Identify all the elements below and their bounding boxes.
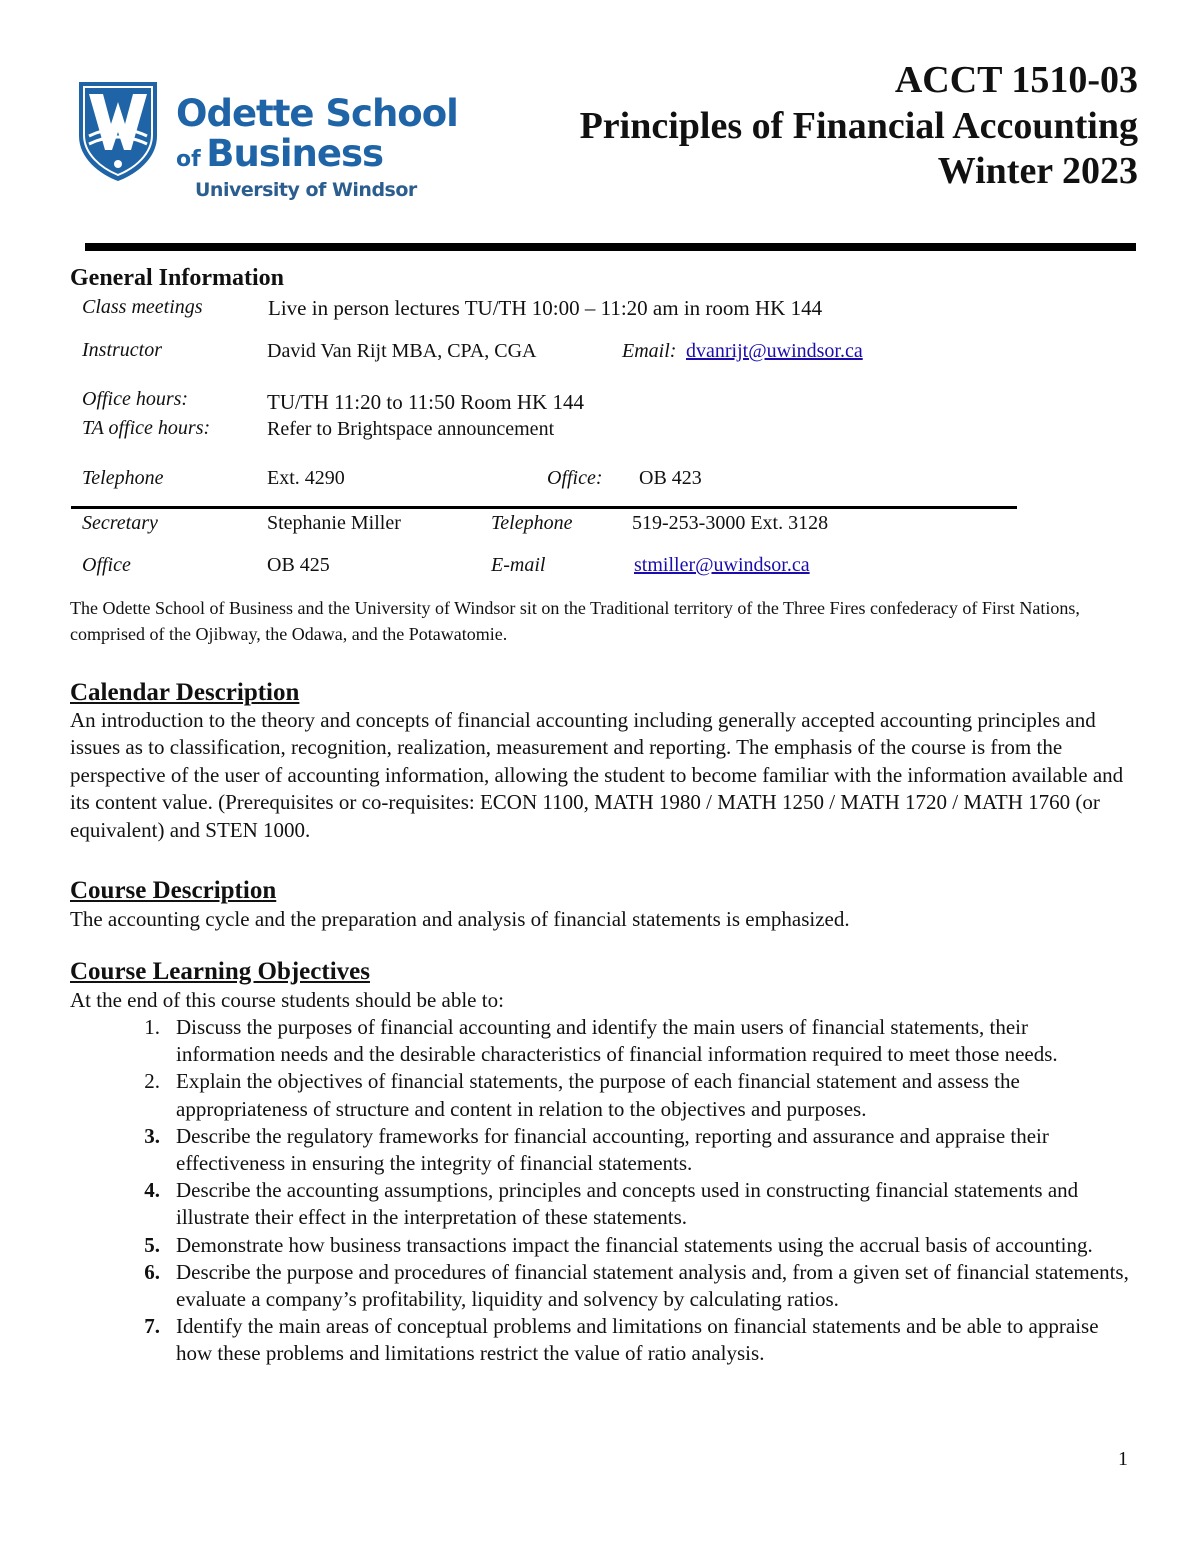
course-title: Principles of Financial Accounting [579, 105, 1138, 147]
secretary-office-value: OB 425 [267, 554, 330, 576]
instructor-label: Instructor [82, 339, 162, 361]
ta-office-hours-label: TA office hours: [82, 417, 211, 439]
office-hours-label: Office hours: [82, 388, 189, 410]
ta-office-hours-value: Refer to Brightspace announcement [267, 418, 555, 440]
university-shield-icon [75, 78, 161, 183]
objective-text: Describe the purpose and procedures of financial statement analysis and, from a given set of financial statements, evaluate a company’s profitability, liquidity and solvency by calculating ratios. [176, 1259, 1129, 1312]
objective-text: Describe the accounting assumptions, principles and concepts used in constructing financial statements and illustrate their effect in the interpretation of these statements. [176, 1178, 1079, 1230]
objective-number: 2. [144, 1069, 160, 1094]
objective-number: 3. [144, 1123, 160, 1148]
objective-item [70, 1313, 1132, 1367]
office-value: OB 423 [639, 467, 702, 489]
objective-number: 1. [144, 1015, 160, 1039]
objective-item [70, 1259, 1132, 1313]
course-code: ACCT 1510-03 [894, 59, 1138, 101]
logo-text-business-word: Business [206, 132, 383, 175]
instructor-email-link[interactable]: dvanrijt@uwindsor.ca [686, 340, 863, 362]
objective-text: Demonstrate how business transactions impact the financial statements using the accrual basis of accounting. [176, 1232, 1093, 1257]
land-acknowledgement: The Odette School of Business and the University of Windsor sit on the Traditional territory of the Three Fires confederacy of First Nations, comprised of the Ojibway, the Odawa, and the Potawatomie. [70, 598, 1080, 644]
odette-logo [75, 78, 458, 208]
objective-text: Explain the objectives of financial statements, the purpose of each financial statement and assess the appropriateness of structure and content in relation to the objectives and purposes. [176, 1069, 1020, 1121]
course-description-text: The accounting cycle and the preparation and analysis of financial statements is emphasized. [70, 907, 850, 931]
objective-item [70, 1068, 1132, 1122]
course-description-heading: Course Description [70, 877, 277, 904]
secretary-office-label: Office [82, 554, 131, 576]
secretary-divider [71, 506, 1017, 509]
class-meetings-label: Class meetings [82, 296, 203, 318]
secretary-email-label: E-mail [491, 554, 546, 576]
logo-text-business [176, 132, 383, 175]
class-meetings-value: Live in person lectures TU/TH 10:00 – 11:20 am in room HK 144 [268, 296, 823, 320]
calendar-description-text: An introduction to the theory and concepts of financial accounting including generally accepted accounting principles and issues as to classification, recognition, realization, measurement and reporting. The emphasis of the course is from the perspective of the user of accounting information, allowing the student to become familiar with the information available and its content value. (Prerequisites or co-requisites: ECON 1100, MATH 1980 / MATH 1250 / MATH 1720 / MATH 1760 (or equivalent) and STEN 1000. [70, 708, 1124, 842]
course-term: Winter 2023 [937, 150, 1138, 192]
objective-number: 5. [144, 1232, 160, 1257]
objective-text: Discuss the purposes of financial accounting and identify the main users of financial statements, their information needs and the desirable characteristics of financial information required to meet those needs. [176, 1015, 1058, 1067]
instructor-value: David Van Rijt MBA, CPA, CGA [267, 340, 537, 362]
office-label: Office: [547, 467, 603, 489]
objective-number: 4. [144, 1178, 160, 1203]
objective-item [70, 1177, 1132, 1231]
header-divider [85, 243, 1136, 251]
objective-text: Identify the main areas of conceptual problems and limitations on financial statements and be able to appraise how these problems and limitations restrict the value of ratio analysis. [176, 1314, 1099, 1366]
logo-text-odette: Odette School [176, 92, 458, 135]
page-number: 1 [1118, 1448, 1128, 1470]
calendar-description-heading: Calendar Description [70, 679, 300, 706]
telephone-value: Ext. 4290 [267, 467, 345, 489]
telephone-label: Telephone [82, 467, 164, 489]
objective-text: Describe the regulatory frameworks for financial accounting, reporting and assurance and appraise their effectiveness in ensuring the integrity of financial statements. [176, 1123, 1049, 1176]
logo-text-university: University of Windsor [195, 179, 417, 201]
email-label: Email: [622, 340, 677, 362]
logo-text-of: of [176, 147, 201, 172]
office-hours-value: TU/TH 11:20 to 11:50 Room HK 144 [267, 390, 584, 414]
secretary-telephone-label: Telephone [491, 512, 573, 534]
learning-objectives-intro: At the end of this course students should be able to: [70, 988, 504, 1012]
learning-objectives-heading: Course Learning Objectives [70, 958, 370, 985]
objective-item [70, 1014, 1132, 1068]
secretary-email-link[interactable]: stmiller@uwindsor.ca [634, 554, 810, 576]
learning-objectives-list [70, 1014, 1132, 1368]
secretary-value: Stephanie Miller [267, 512, 401, 534]
objective-number: 7. [144, 1314, 160, 1339]
objective-item [70, 1123, 1132, 1177]
objective-number: 6. [144, 1259, 160, 1284]
general-info-heading: General Information [70, 265, 284, 291]
secretary-telephone-value: 519-253-3000 Ext. 3128 [632, 512, 829, 534]
secretary-label: Secretary [82, 512, 158, 534]
objective-item [70, 1232, 1132, 1259]
